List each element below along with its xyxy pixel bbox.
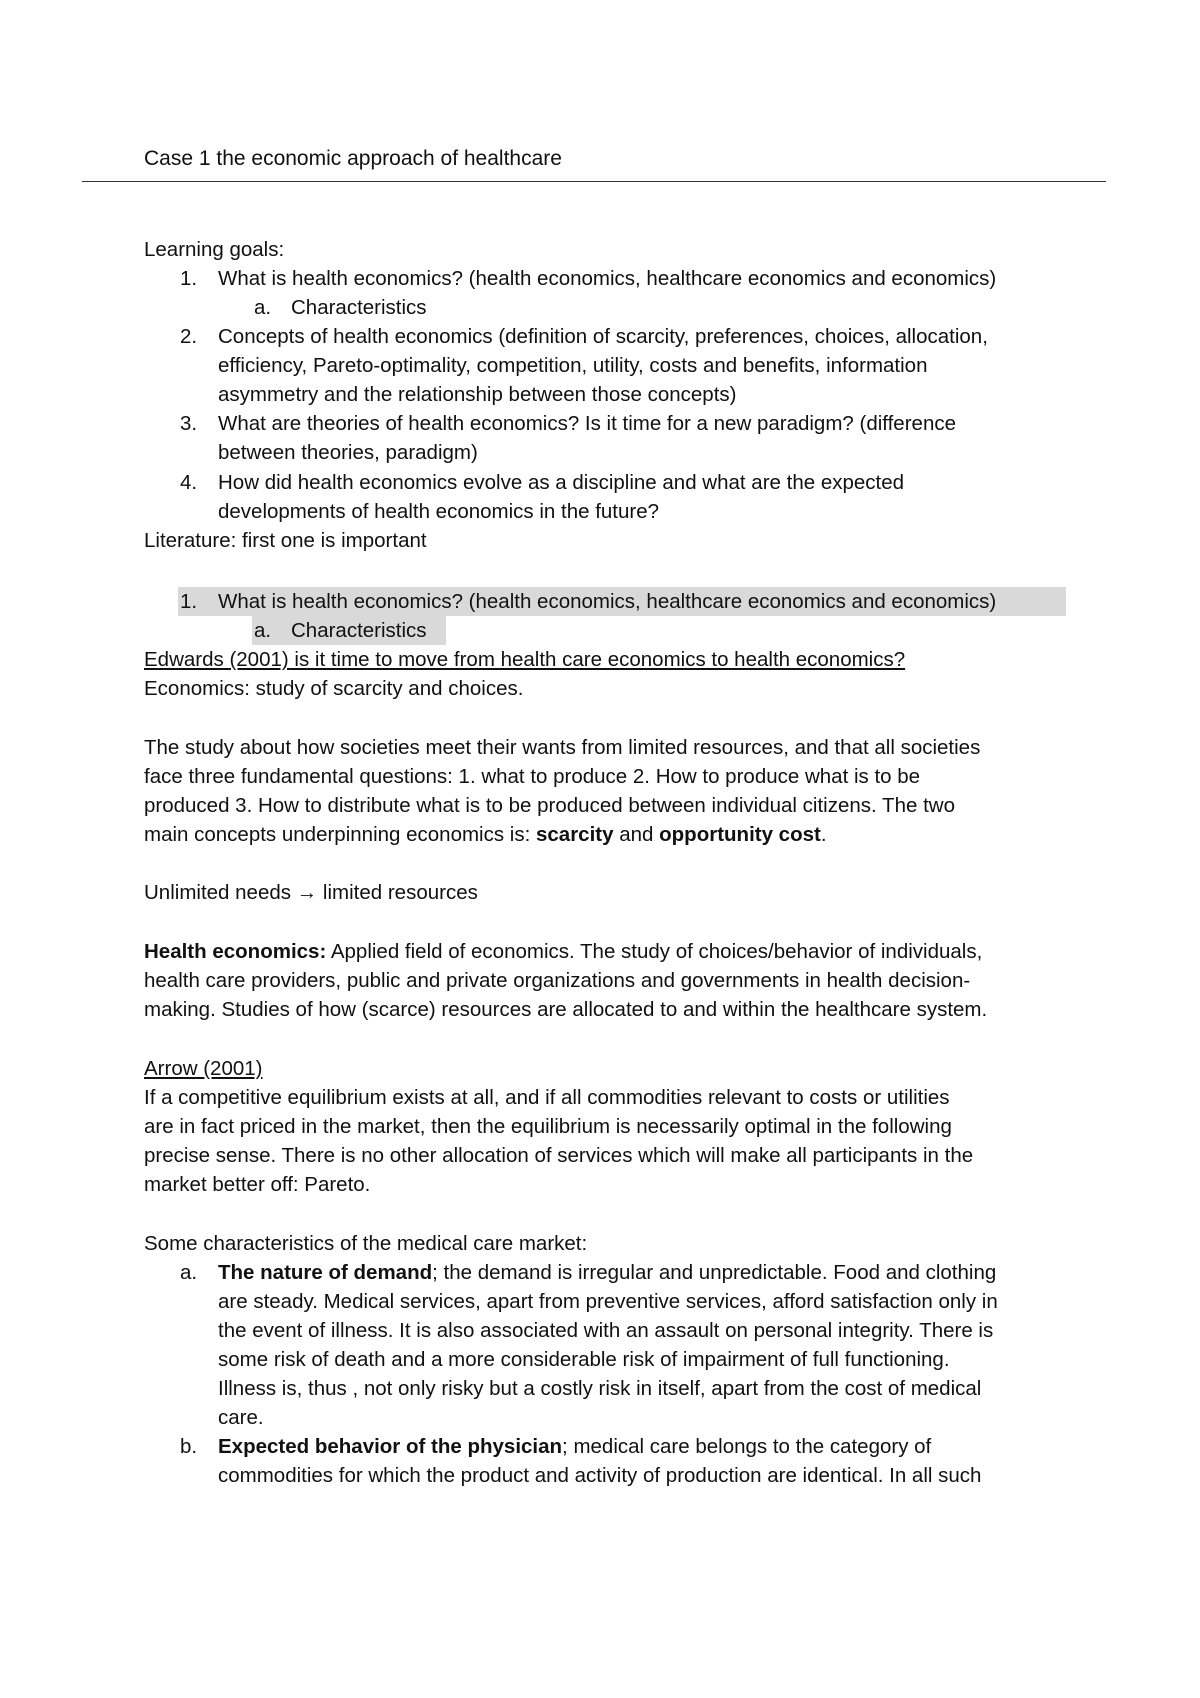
- study-para-text: main concepts underpinning economics is:: [144, 823, 536, 846]
- goal-text: What is health economics? (health economics, healthcare economics and economics): [218, 267, 997, 290]
- economics-definition: Economics: study of scarcity and choices.: [144, 677, 524, 700]
- section-subletter: a.: [254, 619, 272, 642]
- header-divider: [82, 181, 1106, 182]
- needs-line: [144, 880, 478, 906]
- study-para-line: face three fundamental questions: 1. what to produce 2. How to produce what is to be: [144, 765, 921, 788]
- arrow-para-line: precise sense. There is no other allocation of services which will make all participants in the: [144, 1144, 974, 1167]
- health-economics-term: Health economics:: [144, 940, 327, 963]
- goal-number: 3.: [180, 412, 198, 435]
- goal-subtext: Characteristics: [291, 296, 427, 319]
- study-para-text: .: [820, 823, 827, 846]
- goal-text: What are theories of health economics? Is it time for a new paradigm? (difference: [218, 412, 956, 435]
- scarcity-term: scarcity: [536, 823, 614, 846]
- literature-note: Literature: first one is important: [144, 529, 427, 552]
- arrow-para-line: market better off: Pareto.: [144, 1173, 371, 1196]
- arrow-icon: →: [296, 881, 318, 904]
- market-item-line: some risk of death and a more considerable risk of impairment of full functioning.: [218, 1348, 950, 1371]
- market-item-text: ; the demand is irregular and unpredictable. Food and clothing: [432, 1261, 997, 1284]
- opportunity-cost-term: opportunity cost: [659, 823, 821, 846]
- health-econ-line: making. Studies of how (scarce) resources are allocated to and within the healthcare system.: [144, 998, 988, 1021]
- market-item-text: ; medical care belongs to the category of: [562, 1435, 932, 1458]
- goal-number: 4.: [180, 471, 198, 494]
- goal-text: asymmetry and the relationship between those concepts): [218, 383, 737, 406]
- edwards-reference: Edwards (2001) is it time to move from health care economics to health economics?: [144, 648, 906, 671]
- market-item-line: [218, 1260, 996, 1286]
- goal-number: 1.: [180, 267, 198, 290]
- arrow-para-line: are in fact priced in the market, then the equilibrium is necessarily optimal in the following: [144, 1115, 952, 1138]
- page-header-title: Case 1 the economic approach of healthcare: [144, 147, 562, 170]
- market-heading: Some characteristics of the medical care market:: [144, 1232, 588, 1255]
- market-item-line: Illness is, thus , not only risky but a costly risk in itself, apart from the cost of medical: [218, 1377, 982, 1400]
- goal-number: 2.: [180, 325, 198, 348]
- market-item-line: are steady. Medical services, apart from preventive services, afford satisfaction only in: [218, 1290, 998, 1313]
- study-para-text: and: [613, 823, 660, 846]
- health-econ-line: health care providers, public and private organizations and governments in health decision-: [144, 969, 971, 992]
- nature-of-demand-term: The nature of demand: [218, 1261, 433, 1284]
- learning-goals-heading: Learning goals:: [144, 238, 285, 261]
- physician-behavior-term: Expected behavior of the physician: [218, 1435, 563, 1458]
- study-para-line: [144, 822, 827, 848]
- section-subheading: Characteristics: [291, 619, 427, 642]
- goal-text: developments of health economics in the future?: [218, 500, 660, 523]
- needs-left: Unlimited needs: [144, 881, 291, 904]
- arrow-para-line: If a competitive equilibrium exists at all, and if all commodities relevant to costs or utilities: [144, 1086, 950, 1109]
- health-econ-line: [144, 939, 982, 965]
- needs-right: limited resources: [322, 881, 478, 904]
- health-econ-text: Applied field of economics. The study of choices/behavior of individuals,: [326, 940, 983, 963]
- goal-subletter: a.: [254, 296, 272, 319]
- goal-text: How did health economics evolve as a discipline and what are the expected: [218, 471, 905, 494]
- section-heading: What is health economics? (health economics, healthcare economics and economics): [218, 590, 997, 613]
- study-para-line: produced 3. How to distribute what is to be produced between individual citizens. The two: [144, 794, 955, 817]
- section-number: 1.: [180, 590, 198, 613]
- goal-text: efficiency, Pareto-optimality, competition, utility, costs and benefits, information: [218, 354, 928, 377]
- market-item-line: [218, 1434, 931, 1460]
- market-item-letter: a.: [180, 1261, 198, 1284]
- goal-text: Concepts of health economics (definition of scarcity, preferences, choices, allocation,: [218, 325, 988, 348]
- market-item-line: care.: [218, 1406, 264, 1429]
- goal-text: between theories, paradigm): [218, 441, 478, 464]
- arrow-reference: Arrow (2001): [144, 1057, 263, 1080]
- market-item-letter: b.: [180, 1435, 198, 1458]
- market-item-line: the event of illness. It is also associated with an assault on personal integrity. There is: [218, 1319, 994, 1342]
- study-para-line: The study about how societies meet their wants from limited resources, and that all societies: [144, 736, 981, 759]
- market-item-line: commodities for which the product and activity of production are identical. In all such: [218, 1464, 982, 1487]
